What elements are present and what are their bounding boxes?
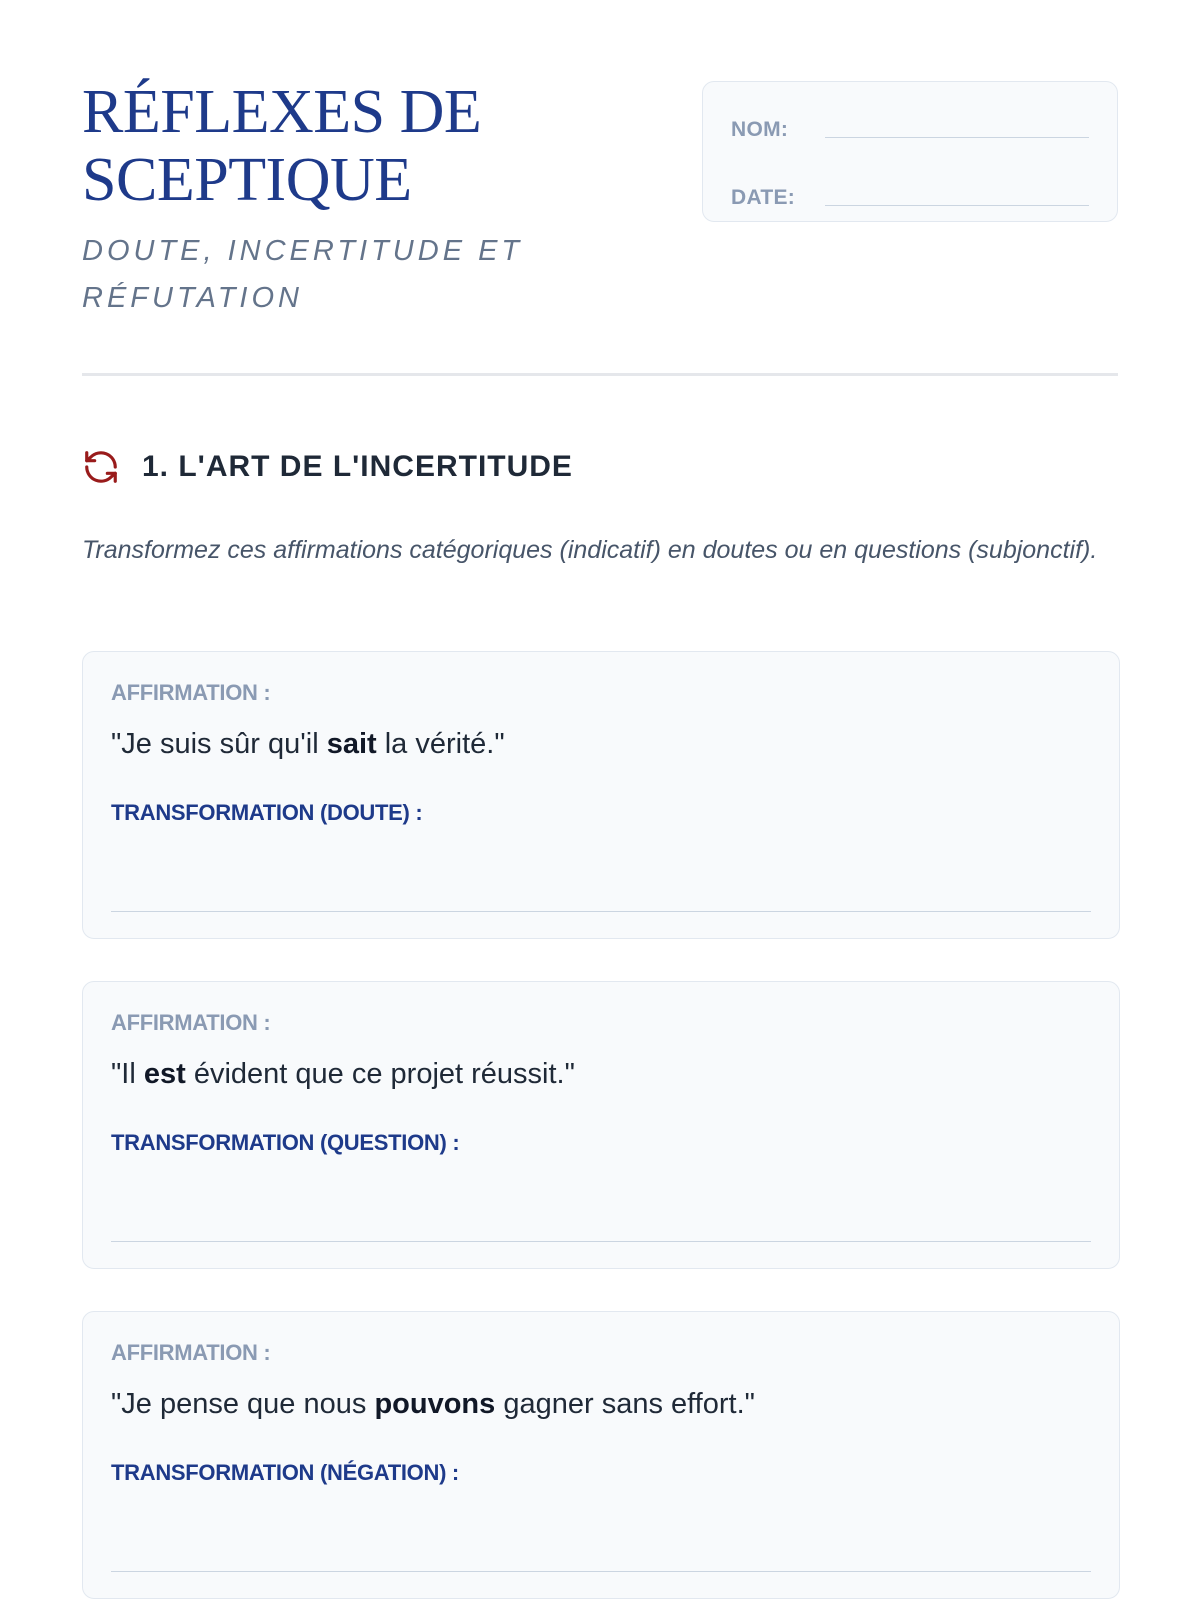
name-field[interactable]	[825, 107, 1089, 138]
statement-verb: est	[143, 1058, 186, 1090]
header-divider	[82, 373, 1118, 376]
exercise-card	[82, 651, 1120, 939]
page-subtitle: DOUTE, INCERTITUDE ET RÉFUTATION	[82, 235, 524, 314]
transformation-label: TRANSFORMATION (QUESTION) :	[111, 1130, 460, 1155]
worksheet-header	[82, 0, 1118, 376]
answer-line[interactable]	[111, 1571, 1091, 1572]
affirmation-statement	[111, 1388, 755, 1421]
section-header	[82, 448, 573, 486]
statement-verb: pouvons	[374, 1388, 496, 1420]
section-instructions: Transformez ces affirmations catégoriques (indicatif) en doutes ou en questions (subjonctif).	[82, 536, 1098, 564]
statement-text: "Je suis sûr qu'il	[111, 728, 327, 760]
name-label: NOM:	[731, 118, 789, 141]
page-title: RÉFLEXES DE SCEPTIQUE	[82, 78, 482, 214]
transformation-label: TRANSFORMATION (DOUTE) :	[111, 800, 423, 825]
exercise-card	[82, 981, 1120, 1269]
answer-line[interactable]	[111, 911, 1091, 912]
refresh-icon	[82, 448, 120, 486]
statement-text: la vérité."	[376, 728, 505, 760]
affirmation-label: AFFIRMATION :	[111, 1010, 271, 1035]
statement-verb: sait	[326, 728, 377, 760]
affirmation-label: AFFIRMATION :	[111, 1340, 271, 1365]
date-row	[731, 157, 1089, 210]
statement-text: "Il	[111, 1058, 144, 1090]
statement-text: "Je pense que nous	[111, 1388, 375, 1420]
transformation-label: TRANSFORMATION (NÉGATION) :	[111, 1460, 459, 1485]
section-title: 1. L'ART DE L'INCERTITUDE	[142, 450, 573, 483]
answer-line[interactable]	[111, 1241, 1091, 1242]
affirmation-statement	[111, 1058, 575, 1091]
date-field[interactable]	[825, 175, 1089, 206]
affirmation-label: AFFIRMATION :	[111, 680, 271, 705]
statement-text: gagner sans effort."	[495, 1388, 755, 1420]
affirmation-statement	[111, 728, 505, 761]
date-label: DATE:	[731, 186, 796, 209]
student-info-box	[702, 81, 1118, 222]
name-row	[731, 104, 1089, 142]
exercise-card	[82, 1311, 1120, 1599]
statement-text: évident que ce projet réussit."	[185, 1058, 575, 1090]
